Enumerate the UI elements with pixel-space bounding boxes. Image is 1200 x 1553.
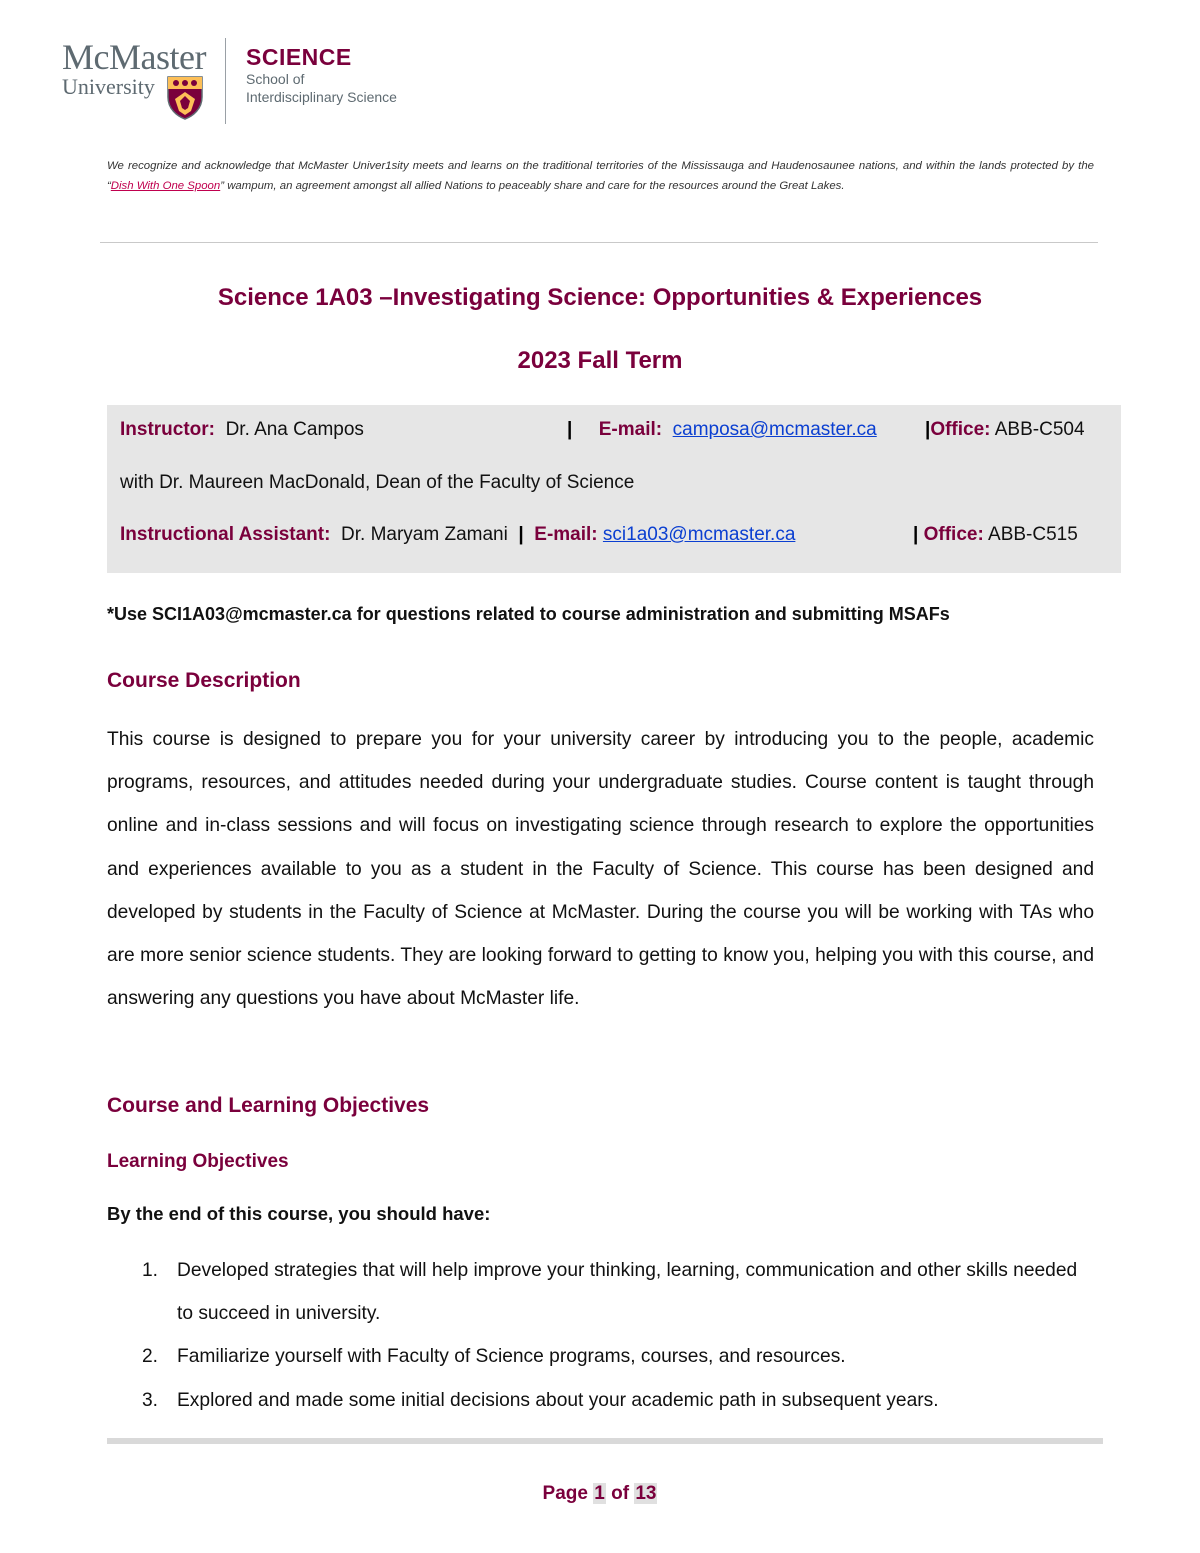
- footer-divider: [107, 1438, 1103, 1444]
- list-number: 2.: [142, 1346, 159, 1368]
- current-page: 1: [594, 1483, 605, 1504]
- instructor-office: ABB-C504: [994, 419, 1085, 440]
- total-pages: 13: [635, 1483, 657, 1504]
- email-label: E-mail:: [534, 524, 598, 545]
- dish-with-one-spoon-link[interactable]: Dish With One Spoon: [110, 180, 221, 192]
- course-description-heading: Course Description: [107, 669, 301, 692]
- separator: |: [925, 419, 931, 440]
- course-title: Science 1A03 –Investigating Science: Opportunities & Experiences: [217, 284, 983, 311]
- instructor-name: Dr. Ana Campos: [225, 419, 364, 440]
- land-ack-part2: ” wampum, an agreement amongst all allied Nations to peaceably share and care for the resources around the Great Lakes.: [220, 180, 845, 192]
- list-item: [107, 1335, 1094, 1378]
- faculty-name: SCIENCE: [246, 44, 352, 70]
- of-word: of: [611, 1483, 630, 1504]
- separator: |: [567, 419, 573, 440]
- contact-info-box: [107, 405, 1121, 573]
- land-acknowledgement: [107, 156, 1094, 196]
- instructor-office-group: [925, 419, 1085, 441]
- list-text: Developed strategies that will help improve your thinking, learning, communication and other skills needed to succeed in university.: [177, 1260, 1078, 1325]
- objectives-list: [107, 1249, 1094, 1422]
- instructor-row: [120, 419, 364, 441]
- list-text: Explored and made some initial decisions about your academic path in subsequent years.: [177, 1389, 939, 1411]
- course-description-text: This course is designed to prepare you for your university career by introducing you to the people, academic programs, resources, and attitudes needed during your undergraduate studies. Course content is taught through online and in-class sessions and will focus on investigating science through research to explore the opportunities and experiences available to you as a student in the Faculty of Science. This course has been designed and developed by students in the Faculty of Science at McMaster. During the course you will be working with TAs who are more senior science students. They are looking forward to getting to know you, helping you with this course, and answering any questions you have about McMaster life.: [107, 729, 1094, 1010]
- with-dean-line: with Dr. Maureen MacDonald, Dean of the Faculty of Science: [120, 472, 635, 493]
- separator: |: [518, 524, 524, 545]
- by-end-statement: By the end of this course, you should have:: [107, 1203, 491, 1224]
- page-number: [0, 1483, 1200, 1505]
- admin-email-note: *Use SCI1A03@mcmaster.ca for questions related to course administration and submitting MSAFs: [107, 604, 950, 624]
- instructor-email-group: [567, 419, 877, 441]
- office-label: Office:: [923, 524, 984, 545]
- brand-line2: University: [62, 74, 155, 99]
- instructor-label: Instructor:: [120, 419, 215, 440]
- instructor-email-link[interactable]: camposa@mcmaster.ca: [672, 419, 877, 440]
- list-number: 1.: [142, 1260, 159, 1281]
- school-line2: Interdisciplinary Science: [246, 89, 397, 105]
- land-ack-part1: We recognize and acknowledge that McMaster Univer1sity meets and learns on the traditional territories of the Mississauga and Haudenosaunee nations, and within the lands protected by the “: [107, 160, 1094, 192]
- brand-line1: McMaster: [62, 37, 206, 77]
- learning-objectives-heading: Learning Objectives: [107, 1151, 289, 1172]
- course-term: 2023 Fall Term: [517, 347, 683, 374]
- objectives-heading: Course and Learning Objectives: [107, 1094, 430, 1117]
- page-word: Page: [542, 1483, 588, 1504]
- separator: |: [913, 524, 919, 545]
- ia-label: Instructional Assistant:: [120, 524, 331, 545]
- list-item: [107, 1379, 1094, 1422]
- crest-icon: [166, 75, 204, 121]
- office-label: Office:: [930, 419, 991, 440]
- ia-office-group: [913, 524, 1078, 546]
- list-number: 3.: [142, 1389, 159, 1411]
- ia-office: ABB-C515: [988, 524, 1078, 545]
- mcmaster-logo: [62, 38, 442, 128]
- logo-divider: [225, 38, 226, 124]
- list-text: Familiarize yourself with Faculty of Science programs, courses, and resources.: [177, 1346, 846, 1368]
- ia-email-link[interactable]: sci1a03@mcmaster.ca: [602, 524, 796, 545]
- header-divider: [100, 242, 1098, 243]
- ia-row: [120, 524, 795, 546]
- ia-name: Dr. Maryam Zamani: [341, 524, 508, 545]
- school-line1: School of: [246, 71, 305, 87]
- email-label: E-mail:: [598, 419, 663, 440]
- list-item: [107, 1249, 1094, 1335]
- faculty-wordmark: [246, 44, 397, 106]
